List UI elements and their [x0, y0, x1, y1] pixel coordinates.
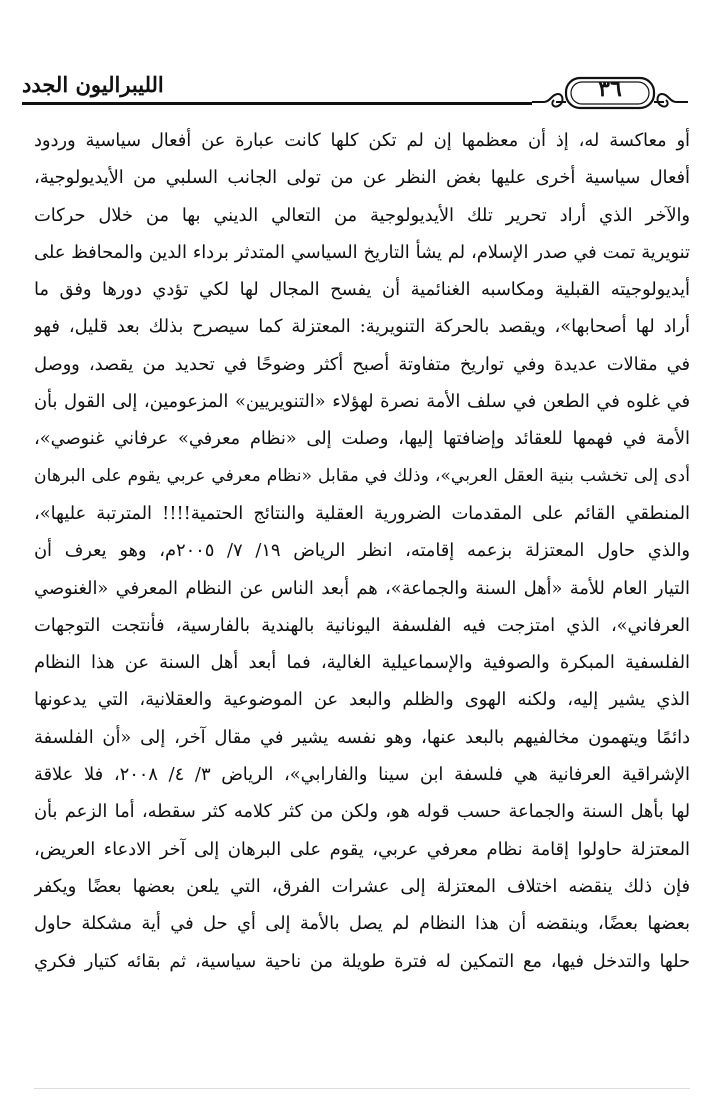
text-line: العرفاني»، الذي امتزجت فيه الفلسفة اليونانية بالهندية بالفارسية، فأنتجت التوجهات: [34, 614, 690, 636]
text-line: بعضها بعضًا، وينقضه أن هذا النظام لم يصل بالأمة إلى أي حل في أية مشكلة حاول: [34, 913, 690, 935]
text-line: أيديولوجيته القبلية ومكاسبه الغنائمية أن يفسح المجال لها لكي تؤدي دورها وفق ما: [34, 279, 690, 301]
text-line: الإشراقية العرفانية هي فلسفة ابن سينا والفارابي»، الرياض ٣/ ٤/ ٢٠٠٨، فلا علاقة: [34, 764, 690, 786]
text-line: دائمًا ويتهمون مخالفيهم بالبعد عنها، وهو نفسه يشير في مقال آخر، إلى «أن الفلسفة: [34, 726, 690, 748]
text-line: التيار العام للأمة «أهل السنة والجماعة»، هم أبعد الناس عن النظام المعرفي «الغنوصي: [34, 577, 690, 599]
text-line: في مقالات عديدة وفي تواريخ متفاوتة أصبح أكثر وضوحًا في تحديد من يقصد، ووصل: [34, 353, 690, 375]
text-line: المنطقي القائم على المقدمات الضرورية العقلية والنتائج الحتمية!!!! المترتبة عليها»،: [34, 502, 690, 524]
text-line: أفعال سياسية أخرى عليها بغض النظر عن من تولى الجانب السلبي من الأيديولوجية،: [34, 167, 690, 189]
text-line: والآخر الذي أراد تحرير تلك الأيديولوجية من التعالي الديني بها من خلال حركات: [34, 204, 690, 226]
text-line: أو معاكسة له، إذ أن معظمها إن لم تكن كلها كانت عبارة عن أفعال سياسية وردود: [34, 130, 690, 151]
text-line: المعتزلة حاولوا إقامة نظام معرفي عربي، يقوم على البرهان إلى آخر الادعاء العريض،: [34, 838, 690, 860]
page-header: [22, 66, 702, 116]
text-line: لها بأهل السنة والجماعة حسب قوله هو، ولكن من كثر كلامه كثر سقطه، أما الزعم بأن: [34, 801, 690, 823]
text-line: حلها والتدخل فيها، مع التمكين له فترة طويلة من ناحية سياسية، ثم بقائه كتيار فكري: [34, 950, 690, 972]
running-title: الليبراليون الجدد: [22, 72, 164, 97]
body-text: [34, 122, 690, 980]
text-line: تنويرية تمت في صدر الإسلام، لم يشأ التاريخ السياسي المتدثر برداء الدين والمحافظ على: [34, 241, 690, 263]
text-line: أراد لها أصحابها»، ويقصد بالحركة التنويرية: المعتزلة كما سيصرح بذلك بعد قليل، فهو: [34, 316, 690, 338]
text-line: الفلسفية المبكرة والصوفية والإسماعيلية الغالية، فما أبعد أهل السنة عن هذا النظام: [34, 652, 690, 674]
text-line: الأمة في فهمها للعقائد وإضافتها إليها، وصلت إلى «نظام معرفي» عرفاني غنوصي»،: [34, 428, 690, 450]
header-rule: [22, 102, 532, 105]
text-line: والذي حاول المعتزلة بزعمه إقامته، انظر الرياض ١٩/ ٧/ ٢٠٠٥م، وهو يعرف أن: [34, 540, 690, 562]
page-bottom-edge: [34, 1088, 690, 1089]
text-line: فإن ذلك ينقضه اختلاف المعتزلة إلى عشرات الفرق، التي يلعن بعضها بعضًا ويكفر: [34, 875, 690, 897]
text-line: أدى إلى تخشب بنية العقل العربي»، وذلك في مقابل «نظام معرفي عربي يقوم على البرهان: [34, 465, 690, 486]
page-number: ٣٦: [598, 76, 622, 102]
text-line: الذي يشير إليه، ولكنه الهوى والظلم والبعد عن الموضوعية والعقلانية، التي يدعونها: [34, 689, 690, 711]
text-line: في غلوه في الطعن في سلف الأمة نصرة لهؤلاء «التنويريين» المزعومين، إلى القول بأن: [34, 391, 690, 413]
